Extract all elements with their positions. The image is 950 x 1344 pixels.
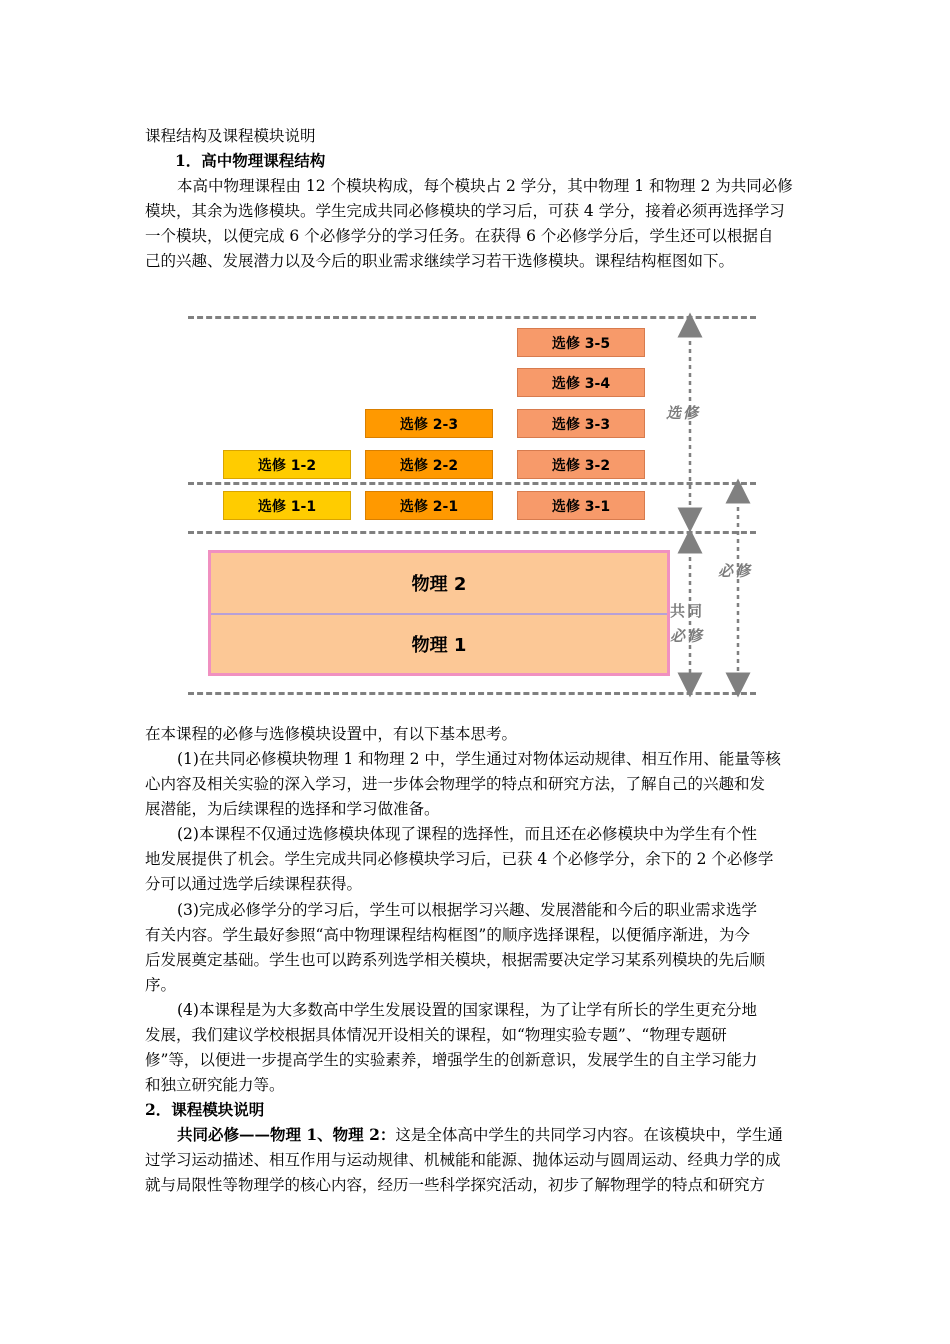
doc-title: 课程结构及课程模块说明: [145, 127, 316, 145]
module-elective-3-4: 选修 3-4: [517, 368, 645, 397]
after-diagram-text: 在本课程的必修与选修模块设置中，有以下基本思考。: [145, 725, 518, 743]
label-required: 必修: [718, 562, 753, 580]
module-physics-2: 物理 2: [411, 574, 467, 595]
para-last-line-1: [177, 1123, 815, 1147]
point1-line: 心内容及相关实验的深入学习，进一步体会物理学的特点和研究方法，了解自己的兴趣和发: [145, 775, 766, 793]
section2-heading: 2．课程模块说明: [145, 1100, 265, 1119]
point3-line: 序。: [145, 976, 177, 994]
para1-line: 一个模块，以便完成 6 个必修学分的学习任务。在获得 6 个必修学分后，学生还可以根据自: [145, 227, 774, 245]
point4-line: 和独立研究能力等。: [145, 1076, 285, 1094]
para1-line: 模块，其余为选修模块。学生完成共同必修模块的学习后，可获 4 学分，接着必须再选择学习: [145, 202, 785, 220]
point3-line: (3)完成必修学分的学习后，学生可以根据学习兴趣、发展潜能和今后的职业需求选学: [177, 901, 757, 919]
label-elective: 选修: [666, 404, 701, 422]
point4-line: (4)本课程是为大多数高中学生发展设置的国家课程，为了让学有所长的学生更充分地: [177, 1001, 757, 1019]
point2-line: 地发展提供了机会。学生完成共同必修模块学习后，已获 4 个必修学分，余下的 2 个必修学: [145, 850, 774, 868]
module-elective-1-2: 选修 1-2: [223, 450, 351, 479]
module-elective-2-3: 选修 2-3: [365, 409, 493, 438]
module-physics-1: 物理 1: [411, 635, 467, 656]
point4-line: 发展，我们建议学校根据具体情况开设相关的课程，如“物理实验专题”、“物理专题研: [145, 1026, 727, 1044]
module-elective-3-5: 选修 3-5: [517, 328, 645, 357]
module-elective-3-3: 选修 3-3: [517, 409, 645, 438]
para1-line: 本高中物理课程由 12 个模块构成，每个模块占 2 学分，其中物理 1 和物理 2 为共同必修: [177, 177, 793, 195]
point4-line: 修”等，以便进一步提高学生的实验素养，增强学生的创新意识，发展学生的自主学习能力: [145, 1051, 758, 1069]
point1-line: (1)在共同必修模块物理 1 和物理 2 中，学生通过对物体运动规律、相互作用、能量等核: [177, 750, 781, 768]
para-last-line: 就与局限性等物理学的核心内容，经历一些科学探究活动，初步了解物理学的特点和研究方: [145, 1176, 766, 1194]
para-last-lead: 共同必修——物理 1、物理 2：: [177, 1125, 396, 1144]
point3-line: 有关内容。学生最好参照“高中物理课程结构框图”的顺序选择课程，以便循序渐进，为今: [145, 926, 750, 944]
module-elective-3-1: 选修 3-1: [517, 491, 645, 520]
para1-line: 己的兴趣、发展潜力以及今后的职业需求继续学习若干选修模块。课程结构框图如下。: [145, 252, 735, 270]
module-elective-1-1: 选修 1-1: [223, 491, 351, 520]
para-last-line: 过学习运动描述、相互作用与运动规律、机械能和能源、抛体运动与圆周运动、经典力学的成: [145, 1151, 781, 1169]
span-arrows: [180, 305, 780, 710]
point1-line: 展潜能，为后续课程的选择和学习做准备。: [145, 800, 440, 818]
point2-line: (2)本课程不仅通过选修模块体现了课程的选择性，而且还在必修模块中为学生有个性: [177, 825, 757, 843]
module-elective-3-2: 选修 3-2: [517, 450, 645, 479]
point2-line: 分可以通过选学后续课程获得。: [145, 875, 363, 893]
module-elective-2-2: 选修 2-2: [365, 450, 493, 479]
course-structure-diagram: [180, 305, 780, 710]
point3-line: 后发展奠定基础。学生也可以跨系列选学相关模块，根据需要决定学习某系列模块的先后顺: [145, 951, 766, 969]
section1-heading: 1．高中物理课程结构: [175, 151, 326, 170]
label-common-required: 必修: [670, 627, 705, 645]
para-last-first-rest: 这是全体高中学生的共同学习内容。在该模块中，学生通: [395, 1126, 783, 1144]
module-elective-2-1: 选修 2-1: [365, 491, 493, 520]
label-common: 共同: [670, 602, 705, 620]
